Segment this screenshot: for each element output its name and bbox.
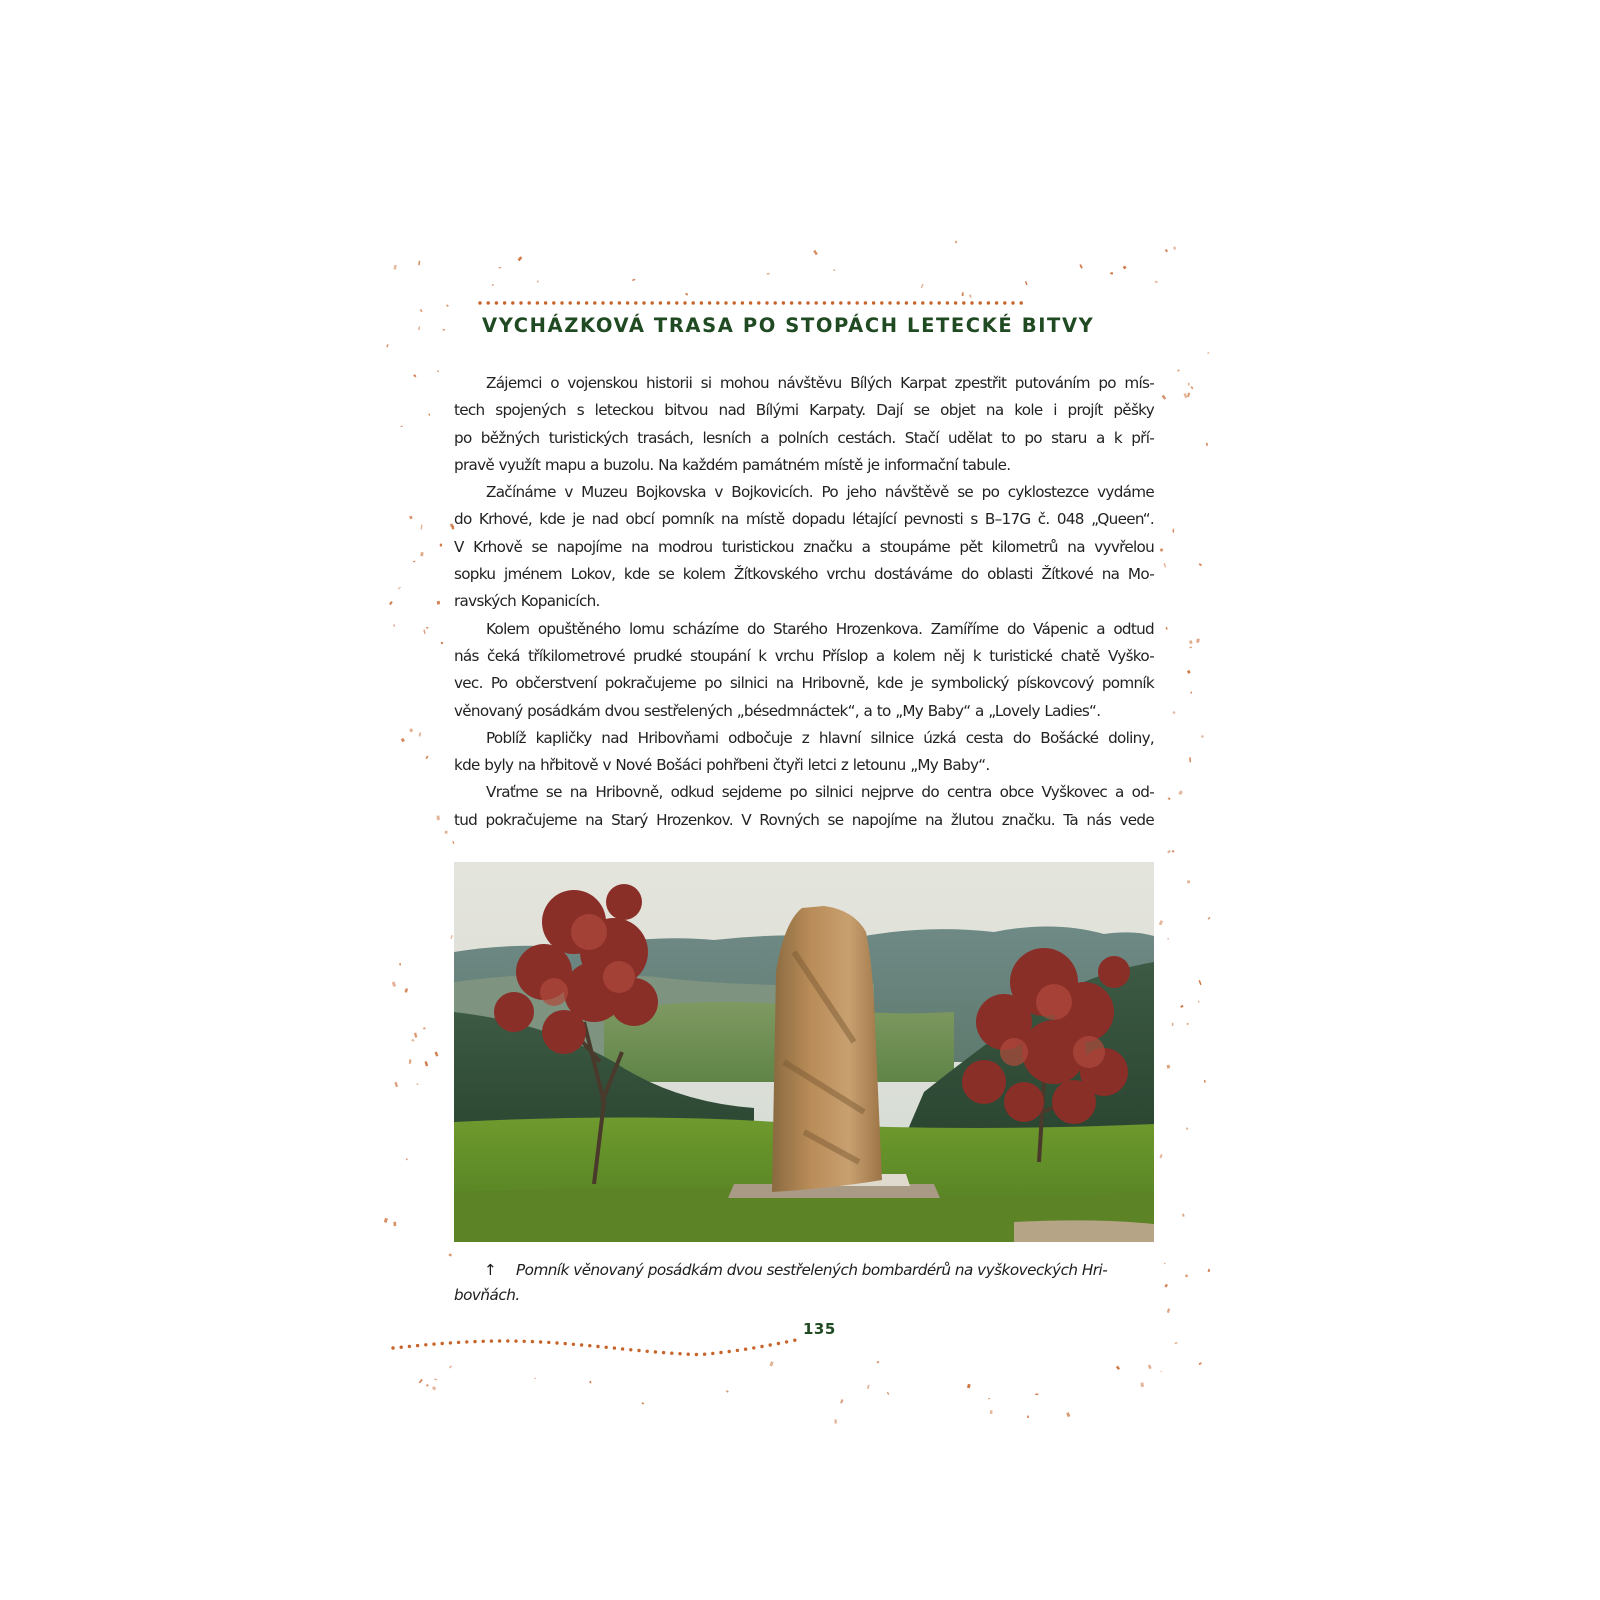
dot: [662, 1351, 665, 1354]
dot: [424, 1343, 427, 1346]
fleck: [1167, 1065, 1171, 1069]
fleck: [1123, 265, 1127, 269]
fleck: [449, 1365, 452, 1368]
dot: [523, 1340, 526, 1343]
fleck: [1167, 1308, 1170, 1313]
fleck: [767, 273, 770, 275]
fleck: [1201, 735, 1203, 737]
dot: [610, 301, 613, 304]
fleck: [1180, 1005, 1183, 1008]
text-line: kde byly na hřbitově v Nové Bošáci pohřbeni čtyři letci z letounu „My Baby“.: [454, 756, 990, 775]
fleck: [499, 267, 502, 269]
dot: [654, 1350, 657, 1353]
fleck: [1189, 757, 1191, 762]
fleck: [437, 815, 440, 820]
dot: [839, 301, 842, 304]
fleck: [423, 630, 425, 634]
dot: [905, 301, 908, 304]
fleck: [409, 1059, 412, 1063]
dot: [670, 1352, 673, 1355]
fleck: [1175, 1342, 1178, 1344]
dot: [765, 301, 768, 304]
dot: [777, 1342, 780, 1345]
dot: [577, 301, 580, 304]
dot: [391, 1346, 394, 1349]
text-line: Kolem opuštěného lomu scházíme do Starého Hrozenkova. Zamíříme do Vápenic a odtud: [486, 619, 1154, 638]
dot: [555, 1341, 558, 1344]
dot: [757, 301, 760, 304]
dot: [736, 1349, 739, 1352]
text-line: tud pokračujeme na Starý Hrozenkov. V Rovných se napojíme na žlutou značku. Ta nás vede: [454, 810, 1154, 829]
dot: [785, 1340, 788, 1343]
dot: [700, 301, 703, 304]
dot: [954, 301, 957, 304]
fleck: [1204, 1080, 1205, 1083]
dot: [539, 1340, 542, 1343]
fleck: [413, 561, 416, 563]
fleck: [967, 1384, 971, 1389]
text-line: Zájemci o vojenskou historii si mohou návštěvu Bílých Karpat zpestřit putováním po mís-: [486, 374, 1154, 392]
fleck: [392, 981, 396, 987]
text-line: Vraťme se na Hribovně, odkud sejdeme po silnici nejprve do centra obce Vyškovec a od-: [486, 783, 1154, 802]
dot: [793, 1339, 796, 1342]
fleck: [1182, 1214, 1185, 1217]
fleck: [887, 1392, 889, 1395]
arrow-up-icon: ↑: [484, 1261, 497, 1279]
fleck: [425, 756, 428, 760]
dot: [856, 301, 859, 304]
fleck: [1141, 1383, 1144, 1388]
fleck: [419, 1379, 423, 1383]
fleck: [1159, 1154, 1162, 1158]
fleck: [413, 374, 416, 377]
dot: [667, 301, 670, 304]
fleck: [409, 728, 413, 732]
text-line: Poblíž kapličky nad Hribovňami odbočuje z hlavní silnice úzká cesta do Bošácké doliny,: [486, 728, 1154, 747]
fleck: [384, 1218, 388, 1223]
fleck: [1191, 692, 1193, 694]
fleck: [449, 1253, 452, 1256]
body-text: [454, 370, 1154, 834]
dot: [634, 301, 637, 304]
fleck: [1164, 1263, 1166, 1265]
fleck: [409, 516, 412, 520]
dot: [782, 301, 785, 304]
dot: [913, 301, 916, 304]
dot: [752, 1346, 755, 1349]
dot: [921, 301, 924, 304]
dot: [613, 1346, 616, 1349]
dot: [880, 301, 883, 304]
dot: [585, 301, 588, 304]
dot: [938, 301, 941, 304]
fleck: [833, 269, 835, 271]
dot: [708, 301, 711, 304]
fleck: [421, 525, 423, 530]
text-line: do Krhové, kde je nad obcí pomník na místě dopadu létající pevnosti s B–17G č. 048 „Queen“.: [454, 510, 1154, 529]
fleck: [1066, 1412, 1070, 1417]
fleck: [398, 587, 401, 590]
fleck: [1190, 647, 1192, 649]
fleck: [1172, 530, 1174, 533]
text-line: ravských Kopanicích.: [454, 592, 600, 611]
figure-caption: [454, 1258, 1134, 1308]
dot: [626, 301, 629, 304]
fleck: [1025, 281, 1028, 285]
fleck: [1167, 938, 1169, 940]
dot: [572, 1343, 575, 1346]
dot: [711, 1352, 714, 1355]
dot: [580, 1343, 583, 1346]
fleck: [446, 304, 449, 307]
dot: [831, 301, 834, 304]
dot: [564, 1342, 567, 1345]
dot: [465, 1340, 468, 1343]
fleck: [1199, 1362, 1202, 1365]
dot: [806, 301, 809, 304]
fleck: [423, 1027, 426, 1030]
fleck: [1196, 639, 1200, 643]
dot: [593, 301, 596, 304]
dot: [473, 1340, 476, 1343]
fleck: [1166, 627, 1168, 630]
dot: [449, 1341, 452, 1344]
dot: [864, 301, 867, 304]
dot: [432, 1342, 435, 1345]
fleck: [990, 1410, 993, 1414]
fleck: [417, 1084, 419, 1085]
dot: [929, 301, 932, 304]
dot: [646, 1350, 649, 1353]
dot: [719, 1351, 722, 1354]
fleck: [406, 1158, 408, 1160]
dot: [687, 1353, 690, 1356]
dot: [531, 1340, 534, 1343]
section-title: VYCHÁZKOVÁ TRASA PO STOPÁCH LETECKÉ BITVY: [482, 314, 1095, 337]
dot: [560, 301, 563, 304]
fleck: [1160, 548, 1164, 552]
dot: [552, 301, 555, 304]
fleck: [411, 1039, 414, 1042]
text-line: věnovaný posádkám dvou sestřelených „bésedmnáctek“, a to „My Baby“ a „Lovely Ladies“.: [454, 701, 1101, 720]
dot: [498, 1339, 501, 1342]
fleck: [426, 1384, 429, 1387]
dot: [528, 301, 531, 304]
dot: [629, 1348, 632, 1351]
fleck: [414, 1033, 417, 1038]
fleck: [441, 642, 443, 644]
fleck: [435, 1052, 439, 1057]
fleck: [1165, 249, 1168, 252]
dot: [618, 301, 621, 304]
fleck: [1177, 369, 1180, 372]
dot: [987, 301, 990, 304]
dot: [724, 301, 727, 304]
dot: [815, 301, 818, 304]
fleck: [518, 256, 523, 261]
fleck: [632, 279, 635, 281]
dot: [490, 1339, 493, 1342]
dot: [642, 301, 645, 304]
fleck: [813, 250, 818, 255]
fleck: [1027, 1416, 1029, 1418]
dot: [408, 1345, 411, 1348]
dot: [503, 301, 506, 304]
fleck: [434, 1379, 436, 1381]
dot: [637, 1349, 640, 1352]
top-dotted-rule: [478, 301, 1023, 304]
fleck: [393, 265, 396, 270]
fleck: [389, 601, 393, 605]
fleck: [1184, 393, 1188, 398]
fleck: [1186, 1127, 1189, 1130]
text-line: Začínáme v Muzeu Bojkovska v Bojkovicích. Po jeho návštěvě se po cyklostezce vydáme: [486, 483, 1154, 502]
dot: [514, 1339, 517, 1342]
dot: [741, 301, 744, 304]
fleck: [425, 1061, 429, 1066]
fleck: [1207, 352, 1209, 354]
fleck: [770, 1361, 774, 1366]
fleck: [401, 738, 405, 742]
fleck: [443, 329, 445, 331]
fleck: [1199, 980, 1202, 985]
fleck: [1162, 395, 1167, 400]
fleck: [420, 552, 423, 556]
dot: [872, 301, 875, 304]
text-line: po běžných turistických trasách, lesních a polních cestách. Stačí udělat to po staru a k pří-: [454, 428, 1154, 447]
fleck: [1208, 1269, 1211, 1272]
fleck: [1079, 264, 1083, 269]
text-line: nás čeká tříkilometrové prudké stoupání k vrchu Příslop a kolem něj k turistické chatě Vyško-: [454, 646, 1154, 665]
dot: [675, 301, 678, 304]
dot: [774, 301, 777, 304]
fleck: [492, 284, 494, 286]
fleck: [1035, 1394, 1038, 1395]
fleck: [419, 732, 422, 736]
dot: [569, 301, 572, 304]
dot: [416, 1344, 419, 1347]
fleck: [1187, 670, 1191, 674]
fleck: [418, 326, 420, 330]
dot: [798, 301, 801, 304]
dot: [979, 301, 982, 304]
dot: [457, 1341, 460, 1344]
fleck: [840, 1399, 843, 1403]
fleck: [420, 309, 423, 312]
fleck: [726, 1390, 729, 1393]
text-line: sopku jménem Lokov, kde se kolem Žítkovského vrchu dostáváme do oblasti Žítkové na Mo-: [454, 565, 1154, 584]
dot: [659, 301, 662, 304]
fleck: [1187, 393, 1190, 398]
fleck: [394, 1082, 398, 1087]
fleck: [1186, 1023, 1188, 1025]
fleck: [1155, 281, 1158, 284]
fleck: [1172, 850, 1174, 852]
fleck: [1116, 1366, 1120, 1370]
dot: [888, 301, 891, 304]
dot: [962, 301, 965, 304]
fleck: [1191, 386, 1194, 389]
fleck: [437, 370, 439, 372]
dot: [547, 1341, 550, 1344]
fleck: [404, 988, 408, 993]
dot: [536, 301, 539, 304]
dot: [683, 301, 686, 304]
fleck: [1167, 850, 1171, 853]
fleck: [450, 935, 453, 939]
dot: [478, 301, 481, 304]
dot: [544, 301, 547, 304]
dot: [749, 301, 752, 304]
dot: [511, 301, 514, 304]
dot: [744, 1348, 747, 1351]
dot: [946, 301, 949, 304]
fleck: [440, 544, 442, 547]
dot: [596, 1345, 599, 1348]
fleck: [1159, 920, 1163, 925]
dot: [400, 1346, 403, 1349]
dot: [769, 1343, 772, 1346]
bottom-dotted-rule: [391, 1339, 796, 1357]
fleck: [685, 293, 688, 296]
dot: [823, 301, 826, 304]
fleck: [1173, 247, 1175, 250]
dot: [970, 301, 973, 304]
fleck: [1164, 1284, 1168, 1288]
fleck: [418, 261, 420, 265]
fleck: [1110, 272, 1113, 274]
fleck: [962, 292, 964, 296]
dot: [621, 1347, 624, 1350]
dot: [716, 301, 719, 304]
dot: [1003, 301, 1006, 304]
dot: [495, 301, 498, 304]
dot: [703, 1353, 706, 1356]
fleck: [642, 1402, 645, 1404]
fleck: [969, 294, 972, 298]
fleck: [955, 241, 956, 243]
dot: [897, 301, 900, 304]
fleck: [445, 831, 448, 834]
dot: [482, 1340, 485, 1343]
fleck: [1173, 528, 1175, 530]
dot: [588, 1344, 591, 1347]
dot: [728, 1350, 731, 1353]
fleck: [1187, 880, 1190, 883]
fleck: [1167, 797, 1170, 800]
monument-photo: [454, 862, 1154, 1242]
fleck: [437, 601, 440, 605]
fleck: [428, 414, 430, 416]
dot: [733, 301, 736, 304]
fleck: [921, 284, 924, 288]
fleck: [399, 963, 401, 965]
dot: [601, 301, 604, 304]
dot: [487, 301, 490, 304]
fleck: [1206, 443, 1208, 446]
fleck: [452, 841, 454, 844]
fleck: [1148, 1365, 1152, 1370]
fleck: [426, 627, 428, 629]
dot: [790, 301, 793, 304]
fleck: [394, 625, 395, 627]
fleck: [867, 1385, 870, 1389]
fleck: [432, 1386, 436, 1391]
dot: [995, 301, 998, 304]
fleck: [590, 1381, 592, 1383]
fleck: [1198, 1001, 1200, 1003]
dot: [847, 301, 850, 304]
dot: [695, 1353, 698, 1356]
fleck: [1172, 1023, 1174, 1026]
fleck: [1173, 711, 1176, 714]
text-line: vec. Po občerstvení pokračujeme po silnici na Hribovně, kde je symbolický pískovcový pomník: [454, 674, 1154, 693]
dot: [1020, 301, 1023, 304]
text-line: tech spojených s leteckou bitvou nad Bílými Karpaty. Dají se objet na kole i projít pěšky: [454, 401, 1154, 420]
text-line: pravě využít mapu a buzolu. Na každém památném místě je informační tabule.: [454, 455, 1011, 474]
fleck: [1189, 640, 1193, 644]
fleck: [1208, 917, 1211, 920]
fleck: [1178, 790, 1183, 795]
fleck: [1188, 383, 1190, 386]
page-number: 135: [803, 1320, 836, 1338]
fleck: [537, 281, 539, 283]
dot: [678, 1352, 681, 1355]
dot: [651, 301, 654, 304]
fleck: [1185, 1274, 1188, 1277]
fleck: [1163, 563, 1166, 568]
fleck: [834, 1419, 837, 1423]
fleck: [988, 1398, 990, 1400]
fleck: [534, 1378, 536, 1379]
dot: [692, 301, 695, 304]
fleck: [386, 344, 388, 347]
dot: [760, 1345, 763, 1348]
text-line: V Krhově se napojíme na modrou turistickou značku a stoupáme pět kilometrů na vyvřelou: [454, 537, 1154, 556]
caption-text: Pomník věnovaný posádkám dvou sestřelených bombardérů na vyškoveckých Hri-bovňách.: [454, 1261, 1108, 1304]
dot: [506, 1339, 509, 1342]
dot: [519, 301, 522, 304]
dot: [605, 1346, 608, 1349]
fleck: [401, 426, 403, 427]
dot: [1011, 301, 1014, 304]
fleck: [1199, 563, 1202, 566]
fleck: [877, 1361, 880, 1363]
fleck: [393, 1222, 396, 1226]
dot: [441, 1342, 444, 1345]
fleck: [1160, 1371, 1162, 1373]
